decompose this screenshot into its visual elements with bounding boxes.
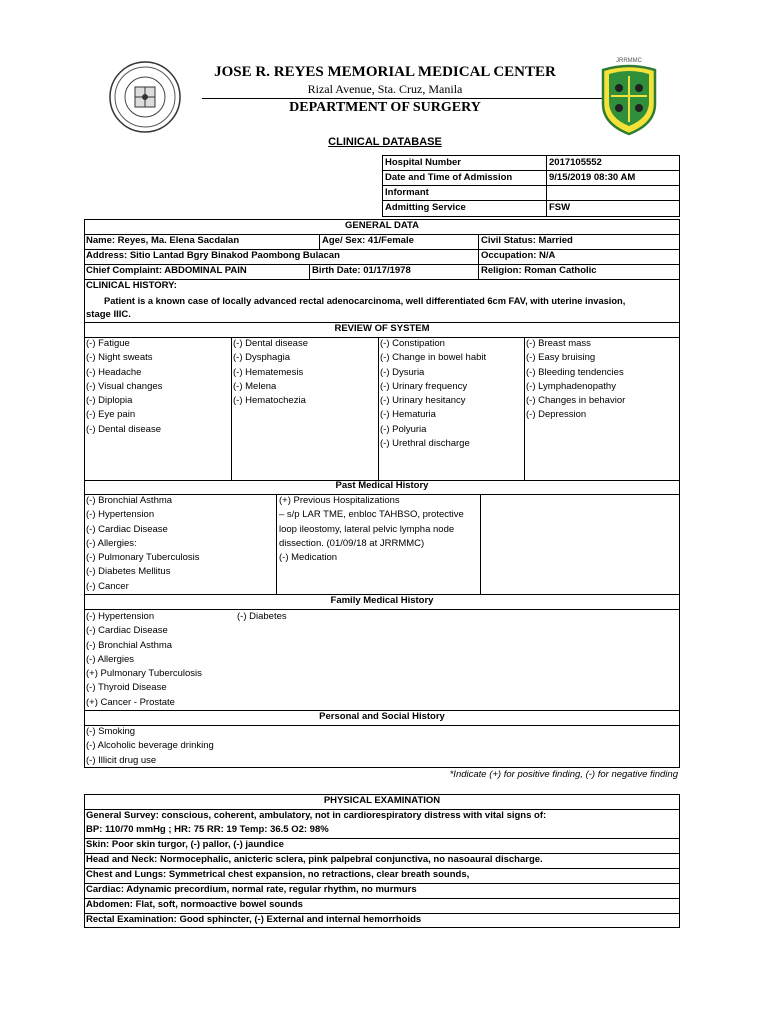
pe-abdomen: Abdomen: Flat, soft, normoactive bowel sounds xyxy=(86,899,303,910)
clinical-history-line2: stage IIIC. xyxy=(86,309,131,320)
patient-civil-status: Civil Status: Married xyxy=(481,235,573,246)
ros-item: (-) Night sweats xyxy=(86,352,153,364)
admission-label-date: Date and Time of Admission xyxy=(385,172,513,183)
review-of-system-heading: REVIEW OF SYSTEM xyxy=(334,323,430,334)
fmh-item: (-) Hypertension xyxy=(86,611,155,622)
patient-occupation: Occupation: N/A xyxy=(481,250,556,261)
pe-skin: Skin: Poor skin turgor, (-) pallor, (-) jaundice xyxy=(86,839,284,850)
ros-item: (-) Depression xyxy=(526,409,587,421)
physical-exam-heading: PHYSICAL EXAMINATION xyxy=(323,795,441,806)
ros-column-1 xyxy=(86,337,162,437)
past-medical-history-heading: Past Medical History xyxy=(335,480,429,491)
ros-item: (-) Constipation xyxy=(380,338,445,349)
fmh-item: (+) Pulmonary Tuberculosis xyxy=(86,668,202,680)
ros-item: (-) Hematemesis xyxy=(233,366,304,378)
ros-item: (-) Dental disease xyxy=(86,423,161,435)
ros-column-2 xyxy=(233,337,308,408)
hospital-address: Rizal Avenue, Sta. Cruz, Manila xyxy=(307,82,463,96)
ros-item: (-) Dental disease xyxy=(233,338,308,349)
fmh-item: (-) Allergies xyxy=(86,653,135,665)
pe-chest-lungs: Chest and Lungs: Symmetrical chest expansion, no retractions, clear breath sounds, xyxy=(86,869,470,880)
fmh-item: (-) Bronchial Asthma xyxy=(86,639,173,651)
pe-head-neck: Head and Neck: Normocephalic, anicteric sclera, pink palpebral conjunctiva, no nasoaural discharge. xyxy=(86,854,543,865)
ros-item: (-) Dysuria xyxy=(380,366,425,378)
left-seal-logo xyxy=(108,60,182,134)
fmh-item: (-) Thyroid Disease xyxy=(86,682,167,694)
ros-item: (-) Dysphagia xyxy=(233,352,291,364)
ros-item: (-) Urethral discharge xyxy=(380,438,470,450)
pmh-item: (-) Cardiac Disease xyxy=(86,523,168,535)
ros-item: (-) Lymphadenopathy xyxy=(526,380,616,392)
fmh-item: (-) Cardiac Disease xyxy=(86,625,168,637)
ros-item: (-) Urinary hesitancy xyxy=(380,395,466,407)
hospital-name: JOSE R. REYES MEMORIAL MEDICAL CENTER xyxy=(214,64,556,80)
pmh-item: (-) Pulmonary Tuberculosis xyxy=(86,552,200,564)
patient-birth-date: Birth Date: 01/17/1978 xyxy=(312,265,411,276)
header-rule xyxy=(202,98,610,99)
department-title: DEPARTMENT OF SURGERY xyxy=(289,100,481,115)
ros-item: (-) Eye pain xyxy=(86,409,136,421)
ros-item: (-) Hematuria xyxy=(380,409,436,421)
pmh-item: (-) Bronchial Asthma xyxy=(86,495,173,506)
ros-item: (-) Fatigue xyxy=(86,338,130,349)
patient-name: Name: Reyes, Ma. Elena Sacdalan xyxy=(86,235,240,246)
ros-column-3 xyxy=(380,337,486,451)
patient-religion: Religion: Roman Catholic xyxy=(481,265,597,276)
psh-item: (-) Illicit drug use xyxy=(86,754,157,766)
right-crest-logo xyxy=(597,58,661,138)
ros-item: (-) Easy bruising xyxy=(526,352,596,364)
form-title: CLINICAL DATABASE xyxy=(328,136,442,148)
personal-social-history-heading: Personal and Social History xyxy=(319,711,445,722)
pmh-item: (+) Previous Hospitalizations xyxy=(279,495,400,506)
admission-value-service: FSW xyxy=(549,202,571,213)
clinical-history-heading: CLINICAL HISTORY: xyxy=(86,280,177,291)
fmh-item: (-) Diabetes xyxy=(237,611,287,622)
ros-item: (-) Melena xyxy=(233,380,277,392)
psh-item: (-) Alcoholic beverage drinking xyxy=(86,740,214,752)
admission-label-hospital-number: Hospital Number xyxy=(385,157,462,168)
pe-cardiac: Cardiac: Adynamic precordium, normal rate, regular rhythm, no murmurs xyxy=(86,884,417,895)
pmh-column-1 xyxy=(86,494,200,594)
general-data-heading: GENERAL DATA xyxy=(345,220,419,231)
admission-label-informant: Informant xyxy=(385,187,429,198)
ros-item: (-) Urinary frequency xyxy=(380,380,468,392)
admission-label-service: Admitting Service xyxy=(385,202,466,213)
pmh-column-2 xyxy=(279,494,464,565)
ros-item: (-) Hematochezia xyxy=(233,395,306,407)
ros-item: (-) Polyuria xyxy=(380,423,427,435)
patient-address: Address: Sitio Lantad Bgry Binakod Paombong Bulacan xyxy=(86,250,340,261)
ros-item: (-) Visual changes xyxy=(86,380,163,392)
finding-legend-note: *Indicate (+) for positive finding, (-) for negative finding xyxy=(449,769,678,780)
patient-age-sex: Age/ Sex: 41/Female xyxy=(322,235,414,246)
pmh-item: dissection. (01/09/18 at JRRMMC) xyxy=(279,537,425,549)
clinical-history-line1: Patient is a known case of locally advanced rectal adenocarcinoma, well differentiated 6cm FAV, with uterine invasion, xyxy=(104,296,626,306)
ros-item: (-) Headache xyxy=(86,366,142,378)
psh-item: (-) Smoking xyxy=(86,726,136,737)
pe-rectal: Rectal Examination: Good sphincter, (-) External and internal hemorrhoids xyxy=(86,914,422,925)
crest-logo-text: JRRMMC xyxy=(616,58,642,64)
ros-item: (-) Change in bowel habit xyxy=(380,352,487,364)
ros-item: (-) Bleeding tendencies xyxy=(526,366,624,378)
family-medical-history-heading: Family Medical History xyxy=(330,595,434,606)
ros-item: (-) Changes in behavior xyxy=(526,395,626,407)
psh-list xyxy=(86,725,214,768)
ros-column-4 xyxy=(526,337,625,423)
pmh-item: – s/p LAR TME, enbloc TAHBSO, protective xyxy=(279,509,464,521)
fmh-column-2 xyxy=(237,610,287,624)
admission-value-date: 9/15/2019 08:30 AM xyxy=(549,172,636,183)
admission-value-hospital-number: 2017105552 xyxy=(549,157,602,168)
ros-item: (-) Diplopia xyxy=(86,395,133,407)
chief-complaint: Chief Complaint: ABDOMINAL PAIN xyxy=(86,265,247,276)
pmh-item: (-) Hypertension xyxy=(86,509,155,521)
fmh-item: (+) Cancer - Prostate xyxy=(86,696,175,708)
pmh-item: (-) Diabetes Mellitus xyxy=(86,566,171,578)
pmh-item: (-) Allergies: xyxy=(86,537,137,549)
pmh-item: (-) Cancer xyxy=(86,580,129,592)
pmh-item: loop ileostomy, lateral pelvic lympha node xyxy=(279,523,455,535)
pe-vitals: BP: 110/70 mmHg ; HR: 75 RR: 19 Temp: 36.5 O2: 98% xyxy=(86,824,329,835)
pe-general-survey: General Survey: conscious, coherent, ambulatory, not in cardiorespiratory distress with vital signs of: xyxy=(86,810,547,821)
pmh-item: (-) Medication xyxy=(279,552,338,564)
fmh-column-1 xyxy=(86,610,202,710)
ros-item: (-) Breast mass xyxy=(526,338,591,349)
